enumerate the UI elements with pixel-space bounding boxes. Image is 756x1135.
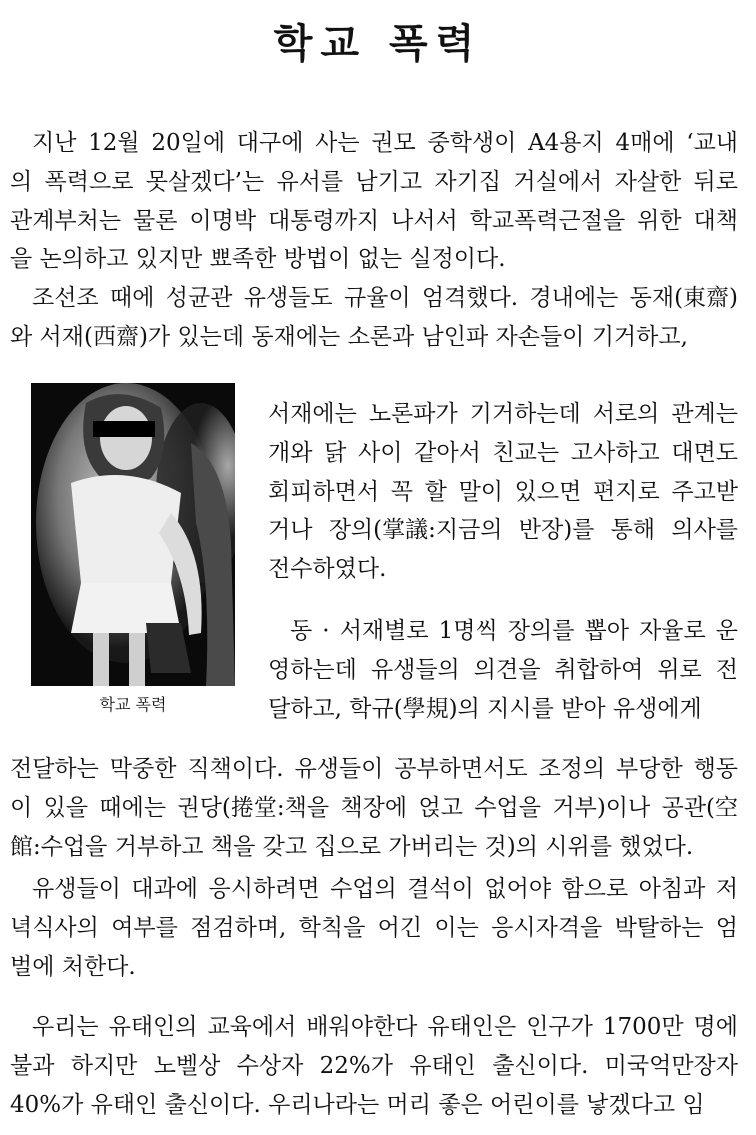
text-line: 달하고, 학규(學規)의 지시를 받아 유생에게 <box>268 695 702 722</box>
text-line: 개와 닭 사이 같아서 친교는 고사하고 대면도 <box>268 439 739 466</box>
text-line: 거나 장의(掌議:지금의 반장)를 통해 의사를 <box>268 517 739 544</box>
paragraph-3-side <box>268 612 738 728</box>
text-line: 40%가 유태인 출신이다. 우리나라는 머리 좋은 어린이를 낳겠다고 임 <box>10 1091 705 1118</box>
text-line: 이 있을 때에는 권당(捲堂:책을 책장에 얹고 수업을 거부)이나 공관(空 <box>10 794 739 821</box>
photo-caption: 학교 폭력 <box>99 695 167 714</box>
page-title: 학교 폭력 <box>273 20 483 67</box>
text-line: 조선조 때에 성균관 유생들도 규율이 엄격했다. 경내에는 동재(東齋) <box>32 285 739 311</box>
text-line: 館:수업을 거부하고 책을 갖고 집으로 가버리는 것)의 시위를 했었다. <box>10 833 694 860</box>
paragraph-5 <box>10 1008 738 1124</box>
paragraph-3 <box>10 750 738 866</box>
text-line: 영하는데 유생들의 의견을 취합하여 위로 전 <box>268 656 738 683</box>
photo-school-violence-icon <box>31 383 235 686</box>
text-line: 전달하는 막중한 직책이다. 유생들이 공부하면서도 조정의 부당한 행동 <box>10 756 739 782</box>
text-line: 동 · 서재별로 1명씩 장의를 뽑아 자율로 운 <box>290 618 738 644</box>
text-line: 벌에 처한다. <box>10 953 136 980</box>
text-line: 불과 하지만 노벨상 수상자 22%가 유태인 출신이다. 미국억만장자 <box>10 1052 738 1079</box>
text-line: 지난 12월 20일에 대구에 사는 권모 중학생이 A4용지 4매에 ‘교내 <box>32 130 739 156</box>
text-line: 유생들이 대과에 응시하려면 수업의 결석이 없어야 함으로 아침과 저 <box>32 876 739 902</box>
text-line: 전수하였다. <box>268 556 387 583</box>
paragraph-2 <box>10 279 738 357</box>
text-line: 와 서재(西齋)가 있는데 동재에는 소론과 남인파 자손들이 기거하고, <box>10 323 688 350</box>
photo-image <box>31 383 235 686</box>
text-line: 회피하면서 꼭 할 말이 있으면 편지로 주고받 <box>268 478 739 505</box>
text-line: 의 폭력으로 못살겠다’는 유서를 남기고 자기집 거실에서 자살한 뒤로 <box>10 168 738 195</box>
text-line: 우리는 유태인의 교육에서 배워야한다 유태인은 인구가 1700만 명에 <box>32 1014 738 1040</box>
paragraph-1 <box>10 124 738 279</box>
text-line: 서재에는 노론파가 기거하는데 서로의 관계는 <box>268 401 738 427</box>
text-line: 을 논의하고 있지만 뾰족한 방법이 없는 실정이다. <box>10 246 506 273</box>
paragraph-2-side <box>268 395 738 589</box>
paragraph-4 <box>10 870 738 986</box>
text-line: 관계부처는 물론 이명박 대통령까지 나서서 학교폭력근절을 위한 대책 <box>10 207 738 234</box>
text-line: 녁식사의 여부를 점검하며, 학칙을 어긴 이는 응시자격을 박탈하는 엄 <box>10 914 738 941</box>
